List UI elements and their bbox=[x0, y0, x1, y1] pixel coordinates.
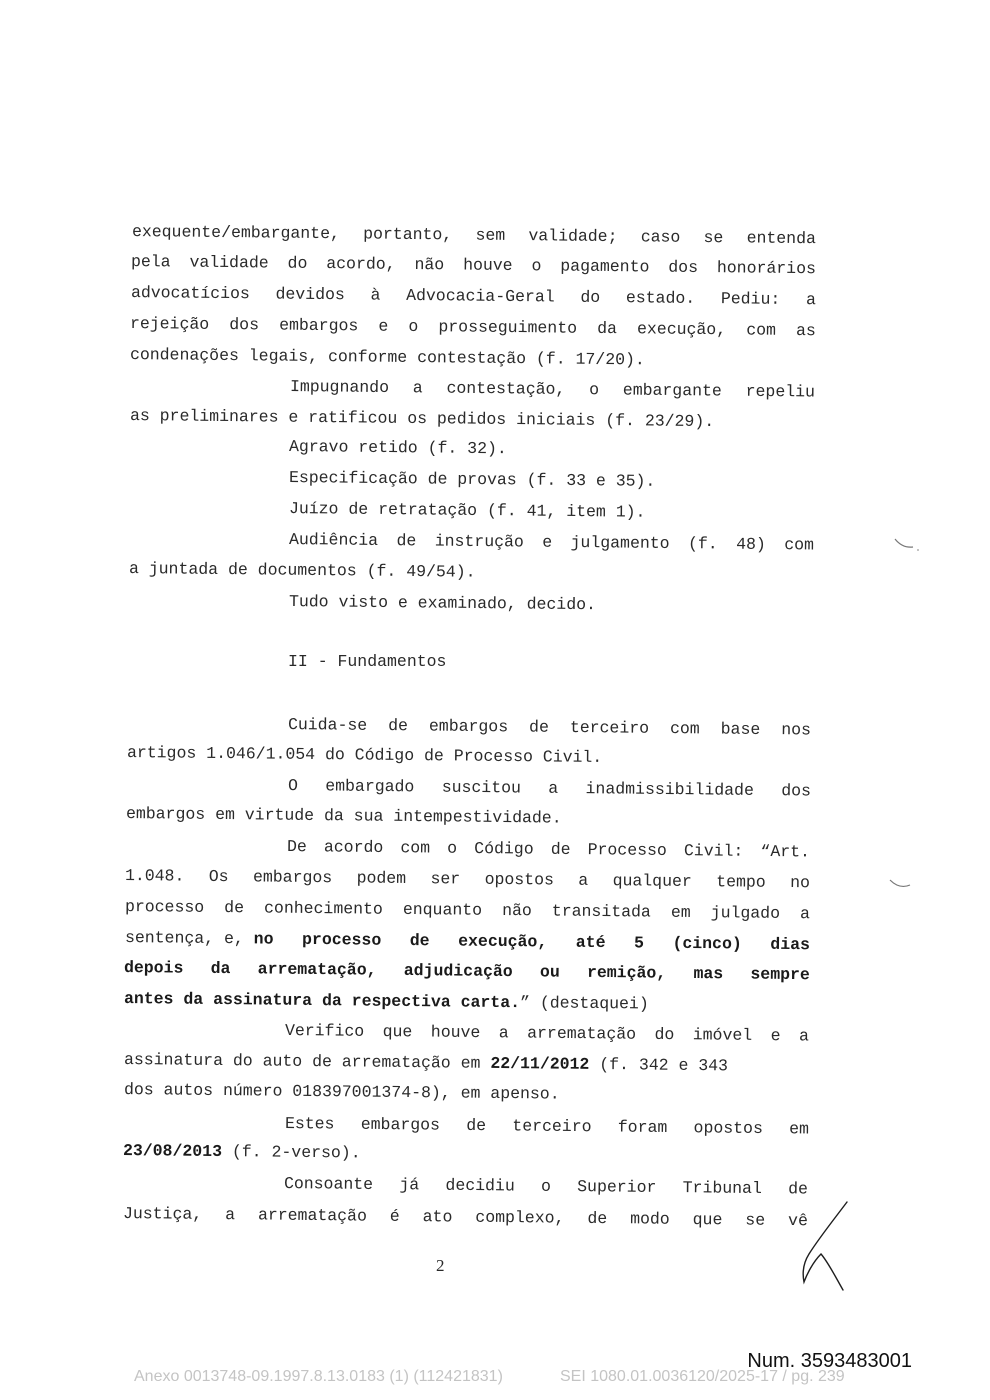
word: Cuida-se bbox=[287, 715, 368, 735]
word: instrução bbox=[434, 531, 524, 552]
word: embargante bbox=[622, 380, 722, 401]
word: suscitou bbox=[441, 777, 522, 798]
body-line bbox=[130, 345, 645, 370]
word: é bbox=[389, 1206, 400, 1226]
body-line bbox=[131, 283, 816, 310]
word: terceiro bbox=[569, 717, 650, 738]
word: a bbox=[578, 870, 589, 890]
body-line bbox=[125, 897, 810, 924]
emphasized-text: no processo de execução, até 5 (cinco) dias bbox=[253, 929, 811, 955]
word: inadmissibilidade bbox=[585, 779, 755, 800]
word: pela bbox=[130, 252, 171, 272]
body-line bbox=[284, 1174, 808, 1199]
word: julgamento bbox=[570, 532, 670, 553]
word: pagamento bbox=[560, 256, 650, 277]
word: de bbox=[396, 531, 417, 551]
word: já bbox=[399, 1175, 420, 1195]
word: ou bbox=[539, 962, 560, 982]
word: arrematação bbox=[257, 1205, 368, 1226]
word: do bbox=[654, 1024, 675, 1045]
word: Impugnando bbox=[289, 377, 390, 398]
word: julgado bbox=[710, 903, 781, 923]
word: 1.048. bbox=[124, 866, 185, 886]
word: que bbox=[382, 1022, 413, 1042]
word: foram bbox=[617, 1117, 668, 1138]
word: podem bbox=[356, 868, 407, 888]
body-text: (f. 2-verso). bbox=[221, 1142, 361, 1163]
word: Pediu: bbox=[720, 289, 781, 309]
word: repeliu bbox=[745, 381, 816, 402]
word: remição, bbox=[586, 962, 667, 983]
word: processo bbox=[124, 897, 205, 917]
body-line bbox=[125, 866, 810, 893]
word: o bbox=[589, 380, 600, 400]
word: 48) bbox=[736, 534, 766, 554]
word: opostos bbox=[484, 869, 555, 890]
body-line bbox=[285, 1114, 809, 1139]
body-line bbox=[124, 1080, 560, 1105]
word: estado. bbox=[625, 288, 696, 308]
body-text: sentença, e, bbox=[124, 928, 254, 949]
word: honorários bbox=[716, 258, 817, 279]
section-heading: II - Fundamentos bbox=[288, 652, 447, 671]
body-text: Juízo de retratação (f. 41, item 1). bbox=[288, 499, 646, 522]
word: dos bbox=[781, 781, 812, 801]
word: do bbox=[580, 287, 601, 307]
word: com bbox=[669, 719, 700, 739]
word: da bbox=[597, 318, 618, 339]
word: validade bbox=[189, 252, 269, 273]
word: a bbox=[548, 778, 559, 798]
body-line bbox=[285, 1021, 809, 1046]
word: se bbox=[703, 227, 724, 248]
word: advocatícios bbox=[130, 283, 250, 304]
word: a bbox=[498, 1023, 509, 1043]
word: base bbox=[720, 719, 761, 739]
body-line bbox=[126, 804, 562, 829]
word: Justiça, bbox=[122, 1204, 203, 1224]
emphasized-date: 23/08/2013 bbox=[122, 1141, 223, 1162]
word: Estes bbox=[284, 1114, 335, 1134]
word: em bbox=[670, 902, 691, 922]
word: a bbox=[225, 1205, 236, 1225]
body-text: a juntada de documentos (f. 49/54). bbox=[128, 559, 476, 582]
margin-scan-mark bbox=[893, 536, 923, 556]
word: embargos bbox=[428, 716, 509, 737]
word: em bbox=[789, 1119, 810, 1139]
body-line bbox=[288, 776, 811, 801]
body-line bbox=[129, 559, 476, 583]
word: da bbox=[210, 958, 231, 979]
body-text: (f. 342 e 343 bbox=[589, 1054, 729, 1076]
page-number: 2 bbox=[436, 1256, 445, 1275]
footer-left: Anexo 0013748-09.1997.8.13.0183 (1) (112421831) bbox=[134, 1368, 503, 1385]
word: Superior bbox=[577, 1177, 657, 1197]
word: execução, bbox=[636, 319, 727, 340]
word: não bbox=[414, 254, 445, 275]
word: Tribunal bbox=[682, 1178, 763, 1199]
word: embargos bbox=[252, 867, 333, 888]
word: (f. bbox=[687, 534, 718, 554]
word: mas bbox=[693, 963, 724, 984]
word: Audiência bbox=[288, 530, 379, 550]
body-text: as preliminares e ratificou os pedidos iniciais (f. 23/29). bbox=[129, 406, 715, 432]
word: e bbox=[378, 316, 389, 336]
body-line bbox=[290, 377, 815, 402]
body-line-mixed bbox=[123, 1141, 361, 1163]
word: tempo bbox=[716, 872, 766, 892]
document-number: Num. 3593483001 bbox=[747, 1350, 912, 1372]
word: contestação, bbox=[446, 378, 566, 399]
word: de bbox=[550, 839, 571, 859]
word: “Art. bbox=[760, 841, 811, 862]
body-line bbox=[288, 715, 811, 740]
word: de bbox=[224, 898, 245, 918]
word: devidos bbox=[275, 284, 345, 305]
word: Os bbox=[208, 866, 229, 887]
word: conhecimento bbox=[263, 898, 383, 919]
word: validade; bbox=[528, 226, 618, 247]
word: o bbox=[408, 316, 419, 337]
body-text: condenações legais, conforme contestação (f. 17/20). bbox=[129, 345, 645, 370]
word: vê bbox=[787, 1210, 809, 1231]
body-line bbox=[289, 499, 646, 523]
word: entenda bbox=[746, 228, 817, 249]
word: houve bbox=[430, 1022, 481, 1043]
word: o bbox=[531, 256, 542, 276]
word: qualquer bbox=[612, 871, 692, 891]
body-line bbox=[289, 592, 596, 615]
word: modo bbox=[630, 1209, 670, 1229]
word: depois bbox=[123, 958, 184, 978]
word: com bbox=[746, 320, 777, 340]
word: acordo bbox=[323, 837, 384, 858]
word: ser bbox=[430, 869, 461, 889]
word: não bbox=[502, 900, 532, 921]
word: prosseguimento bbox=[438, 317, 578, 338]
word: arrematação bbox=[527, 1023, 637, 1044]
word: embargos bbox=[279, 315, 359, 336]
word: portanto, bbox=[363, 224, 453, 245]
word: de bbox=[388, 716, 409, 736]
word: embargado bbox=[325, 776, 415, 797]
word: e bbox=[542, 532, 553, 552]
word: enquanto bbox=[402, 899, 483, 920]
body-line bbox=[289, 530, 814, 555]
word: caso bbox=[640, 227, 681, 247]
word: houve bbox=[463, 255, 513, 275]
word: com bbox=[400, 838, 431, 858]
word: as bbox=[795, 320, 816, 341]
body-line bbox=[132, 222, 816, 249]
word: de bbox=[788, 1179, 809, 1199]
body-line-mixed bbox=[124, 1050, 728, 1076]
body-line-mixed bbox=[124, 989, 649, 1014]
body-text: ” (destaquei) bbox=[519, 993, 649, 1014]
word: Processo bbox=[587, 840, 667, 860]
word: se bbox=[745, 1210, 766, 1230]
word: transitada bbox=[551, 901, 651, 922]
body-text: Especificação de provas (f. 33 e 35). bbox=[288, 468, 656, 491]
word: Consoante bbox=[283, 1174, 374, 1194]
word: o bbox=[447, 838, 458, 858]
word: sem bbox=[475, 225, 506, 245]
word: exequente/embargante, bbox=[131, 222, 341, 244]
emphasized-date: 22/11/2012 bbox=[490, 1053, 590, 1074]
word: rejeição bbox=[129, 314, 210, 334]
word: de bbox=[587, 1208, 608, 1229]
word: decidiu bbox=[445, 1175, 515, 1196]
word: Código bbox=[474, 838, 534, 859]
word: complexo, bbox=[475, 1207, 565, 1228]
word: no bbox=[790, 872, 811, 893]
word: com bbox=[784, 535, 815, 555]
word: acordo, bbox=[326, 254, 396, 274]
word: arrematação, bbox=[257, 959, 377, 980]
word: do bbox=[287, 253, 308, 273]
word: De bbox=[286, 837, 307, 857]
body-text: Tudo visto e examinado, decido. bbox=[288, 592, 597, 615]
word: sempre bbox=[750, 964, 810, 985]
word: e bbox=[770, 1026, 781, 1046]
word: a bbox=[798, 1026, 810, 1046]
body-line bbox=[289, 468, 656, 492]
word: de bbox=[529, 717, 550, 737]
body-line bbox=[123, 1204, 808, 1231]
body-line bbox=[287, 837, 810, 862]
emphasized-text: antes da assinatura da respectiva carta. bbox=[123, 989, 521, 1013]
body-text: artigos 1.046/1.054 do Código de Processo Civil. bbox=[126, 743, 603, 767]
body-line bbox=[131, 252, 816, 279]
word: dos bbox=[229, 315, 260, 335]
word: a bbox=[805, 290, 817, 310]
emphasized-line bbox=[124, 958, 810, 985]
body-text: embargos em virtude da sua intempestividade. bbox=[125, 804, 562, 828]
body-text: dos autos número 018397001374-8), em apenso. bbox=[123, 1080, 560, 1104]
body-line bbox=[289, 437, 507, 459]
body-line bbox=[130, 406, 714, 432]
word: ato bbox=[422, 1207, 453, 1227]
body-line-mixed bbox=[125, 928, 810, 955]
word: a bbox=[412, 378, 423, 398]
word: embargos bbox=[360, 1114, 441, 1135]
word: terceiro bbox=[512, 1116, 592, 1137]
word: nos bbox=[781, 720, 812, 740]
word: adjudicação bbox=[403, 960, 513, 982]
footer-right: SEI 1080.01.0036120/2025-17 / pg. 239 bbox=[560, 1368, 845, 1385]
word: o bbox=[540, 1176, 552, 1196]
word: Advocacia-Geral bbox=[406, 285, 555, 307]
word: à bbox=[370, 285, 381, 305]
word: Civil: bbox=[683, 841, 744, 861]
word: opostos bbox=[693, 1118, 764, 1139]
margin-scan-mark bbox=[888, 872, 918, 892]
body-line bbox=[127, 743, 602, 768]
word: imóvel bbox=[692, 1025, 753, 1045]
word: O bbox=[287, 776, 299, 796]
body-line bbox=[130, 314, 816, 341]
word: a bbox=[799, 904, 811, 924]
word: dos bbox=[668, 257, 699, 277]
body-text: assinatura do auto de arrematação em bbox=[123, 1050, 491, 1073]
word: que bbox=[692, 1209, 723, 1230]
word: Verifico bbox=[284, 1021, 365, 1041]
signature-mark bbox=[795, 1196, 855, 1296]
word: de bbox=[466, 1115, 487, 1136]
body-text: Agravo retido (f. 32). bbox=[288, 437, 507, 459]
